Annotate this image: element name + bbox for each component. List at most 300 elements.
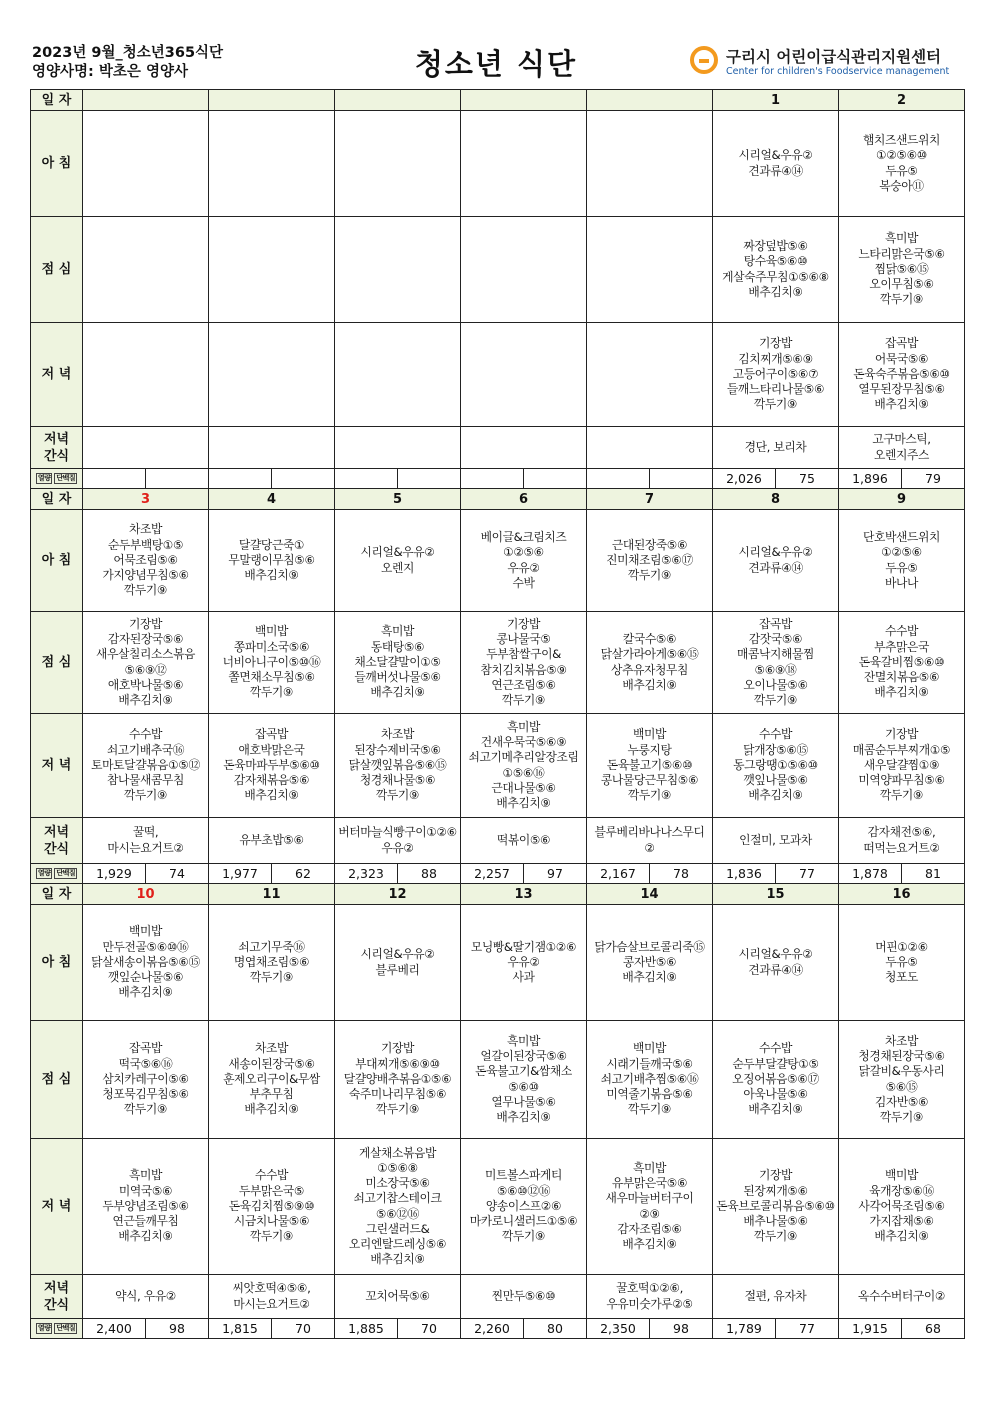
menu-item: 쇠고기배추찜⑤⑥⑯ [600,1071,699,1086]
menu-item: 육개장⑤⑥⑯ [869,1183,934,1198]
protein-value: 77 [775,864,838,883]
kcal-label: 열량 [37,1324,51,1332]
menu-item: 감자채전⑤⑥, [867,825,936,840]
lunch-cell [335,217,461,323]
menu-item: 흑미밥 [129,1168,162,1183]
menu-item: ①②⑤⑥⑩ [876,148,927,163]
protein-value: 88 [397,864,460,883]
menu-item: 수박 [512,575,535,590]
menu-item: 동태탕⑤⑥ [370,639,425,654]
nutrition-cell [713,864,839,884]
menu-item: 된장찌개⑤⑥ [743,1183,808,1198]
kcal-value [209,469,271,488]
kcal-value: 1,885 [348,1321,384,1336]
breakfast-cell [83,905,209,1021]
menu-item: 잡곡밥 [255,727,288,742]
menu-item: 우유미숫가루②⑤ [606,1296,693,1311]
protein-value: 70 [271,1319,334,1338]
menu-item: 유부초밥⑤⑥ [239,832,304,847]
menu-item: 쇠고기찹스테이크 [353,1191,442,1206]
menu-item: 시리얼&우유② [738,148,813,163]
dinner-cell [839,714,965,818]
snack-label-line: 저녁 [43,1280,70,1296]
menu-item: 가지잡채⑤⑥ [869,1214,934,1229]
menu-item: 배추김치⑨ [748,1102,803,1117]
snack-row [31,1275,965,1319]
menu-item: 기장밥 [759,1168,792,1183]
menu-item: 쫑파미소국⑤⑥ [233,639,310,654]
kcal-value: 2,257 [474,866,510,881]
nutrition-pair [713,469,838,488]
lunch-cell [461,217,587,323]
menu-item: ②⑨ [639,1206,660,1221]
menu-item: 떠먹는요거트② [863,840,940,855]
menu-item: 백미밥 [633,727,666,742]
lunch-cell [461,612,587,714]
protein-value: 97 [523,864,586,883]
menu-item: 쇠고기메추리알장조림 [468,750,579,765]
menu-item: 누룽지탕 [627,742,672,757]
nutrition-cell [587,864,713,884]
menu-item: 김자반⑤⑥ [874,1094,929,1109]
menu-item: 들깨느타리나물⑤⑥ [726,382,825,397]
breakfast-cell [587,905,713,1021]
snack-cell [461,1275,587,1319]
protein-value: 77 [775,1319,838,1338]
dietitian-name: 영양사명: 박초은 영양사 [32,64,188,80]
nutrition-cell [839,469,965,489]
date-cell: 12 [335,884,461,905]
menu-item: 청경채된장국⑤⑥ [858,1049,945,1064]
kcal-value: 2,260 [474,1321,510,1336]
protein-label: 단백질 [56,1324,76,1332]
lunch-cell [713,612,839,714]
menu-item: 채소달걀말이①⑤ [354,654,441,669]
menu-item: 깍두기⑨ [627,1102,672,1117]
lunch-cell [713,1021,839,1139]
lunch-label: 점 심 [31,217,83,323]
dinner-cell [461,1139,587,1275]
snack-cell [335,427,461,469]
nutrition-row [31,469,965,489]
menu-item: 떡볶이⑤⑥ [496,832,551,847]
menu-item: 차조밥 [381,727,414,742]
menu-item: 배추김치⑨ [622,1236,677,1251]
nutrition-cell [461,864,587,884]
logo-subtitle: Center for children's Foodservice management [726,66,950,77]
lunch-cell [83,1021,209,1139]
logo-name: 구리시 어린이급식관리지원센터 [726,48,942,66]
menu-period: 2023년 9월_청소년365식단 [32,45,224,61]
menu-item: 수수밥 [129,727,162,742]
kcal-value: 2,350 [600,1321,636,1336]
menu-item: 시래기들깨국⑤⑥ [606,1056,693,1071]
protein-value: 98 [649,1319,712,1338]
menu-item: 오이무침⑤⑥ [869,277,934,292]
menu-item: 기장밥 [129,616,162,631]
menu-item: 애호박맑은국 [238,742,305,757]
menu-item: 고등어구이⑤⑥⑦ [732,366,819,381]
menu-item: 근대나물⑤⑥ [491,780,556,795]
date-cell [461,90,587,111]
menu-item: 배추김치⑨ [118,692,173,707]
menu-item: 햄치즈샌드위치 [863,133,940,148]
menu-item: 오렌지주스 [874,447,929,462]
smile-logo-icon [690,46,718,74]
lunch-cell [209,217,335,323]
menu-item: 찐만두⑤⑥⑩ [491,1288,556,1303]
breakfast-label: 아 침 [31,111,83,217]
menu-item: 오이나물⑤⑥ [743,677,808,692]
menu-item: 돈육숙주볶음⑤⑥⑩ [853,366,950,381]
menu-item: 게살숙주무침①⑤⑥⑧ [722,269,829,284]
menu-item: 깍두기⑨ [249,1229,294,1244]
menu-item: 기장밥 [381,1041,414,1056]
menu-item: 잔멸치볶음⑤⑥ [863,670,940,685]
date-cell: 2 [839,90,965,111]
menu-item: 기장밥 [885,727,918,742]
dinner-cell [461,323,587,427]
nutrition-cell [713,469,839,489]
menu-item: 베이글&크림치즈 [480,530,567,545]
menu-item: ⑤⑥⑮ [885,1079,918,1094]
snack-label-line: 간식 [43,1297,70,1313]
breakfast-cell [839,111,965,217]
menu-item: 깍두기⑨ [501,692,546,707]
nutrition-pair [335,864,460,883]
breakfast-cell [335,111,461,217]
menu-item: 닭가슴살브로콜리죽⑮ [594,939,705,954]
menu-item: 블루베리바나나스무디 [594,825,705,840]
menu-item: 부추맑은국 [874,639,929,654]
menu-item: 새우살칠리소스볶음 [96,647,195,662]
menu-item: 새송이된장국⑤⑥ [228,1056,315,1071]
snack-cell [713,1275,839,1319]
menu-item: 단호박샌드위치 [863,530,940,545]
nutrition-pair [335,1319,460,1338]
menu-item: 경단, 보리차 [744,439,807,454]
menu-item: 진미채조림⑤⑥⑰ [606,552,693,567]
menu-item: 백미밥 [129,924,162,939]
menu-item: 탕수육⑤⑥⑩ [743,254,808,269]
kcal-value: 1,977 [222,866,258,881]
dinner-cell [587,323,713,427]
nutrition-pair [587,1319,712,1338]
menu-item: 두부양념조림⑤⑥ [102,1198,189,1213]
menu-item: 쫄면채소무침⑤⑥ [228,670,315,685]
nutrition-cell [335,1319,461,1339]
date-row [31,90,965,111]
nutrition-cell [587,469,713,489]
lunch-cell [83,612,209,714]
kcal-value [335,469,397,488]
nutrition-pair [209,1319,334,1338]
protein-value: 74 [145,864,208,883]
kcal-value [461,469,523,488]
kcal-value [587,469,649,488]
kcal-value: 2,400 [96,1321,132,1336]
menu-item: 감잣국⑤⑥ [748,632,803,647]
menu-item: ⑤⑥⑨⑫ [124,662,167,677]
dinner-cell [209,1139,335,1275]
nutrition-cell [335,864,461,884]
menu-item: 연근조림⑤⑥ [491,677,556,692]
menu-item: 숙주미나리무침⑤⑥ [348,1087,447,1102]
breakfast-cell [587,111,713,217]
menu-item: 배추김치⑨ [874,685,929,700]
breakfast-label: 아 침 [31,905,83,1021]
menu-item: 마시는요거트② [233,1296,310,1311]
menu-item: 깍두기⑨ [501,1229,546,1244]
menu-item: 시리얼&우유② [738,947,813,962]
nutrition-cell [209,1319,335,1339]
dinner-cell [335,1139,461,1275]
menu-item: 백미밥 [885,1168,918,1183]
nutrition-cell [839,1319,965,1339]
menu-item: 미트볼스파게티 [485,1168,562,1183]
nutrition-cell [461,469,587,489]
menu-item: ⑤⑥⑩ [508,1079,539,1094]
menu-item: 부추무침 [249,1087,294,1102]
menu-item: 훈제오리구이&무쌈 [223,1071,320,1086]
nutrition-cell [209,469,335,489]
menu-item: 근대된장죽⑤⑥ [611,537,688,552]
dinner-cell [83,323,209,427]
protein-value: 70 [397,1319,460,1338]
date-cell [209,90,335,111]
date-cell: 5 [335,489,461,510]
breakfast-row [31,510,965,612]
protein-value [523,469,586,488]
lunch-cell [587,1021,713,1139]
lunch-cell [839,612,965,714]
menu-item: 칼국수⑤⑥ [622,632,677,647]
snack-cell [839,818,965,864]
snack-label-line: 저녁 [43,431,70,447]
page-title: 청소년 식단 [414,47,578,81]
menu-item: 닭갈비&우동사리 [858,1064,945,1079]
snack-cell [587,1275,713,1319]
nutrition-cell [209,864,335,884]
menu-item: 감자된장국⑤⑥ [107,632,184,647]
menu-item: 잡곡밥 [885,336,918,351]
nutrition-pair [713,864,838,883]
menu-item: 얼갈이된장국⑤⑥ [480,1049,567,1064]
breakfast-cell [83,111,209,217]
menu-item: 두부참쌀구이& [486,647,561,662]
nutrition-pair [461,864,586,883]
date-label: 일 자 [31,489,83,510]
menu-item: 배추김치⑨ [748,284,803,299]
nutrition-pair [587,469,712,488]
menu-item: 흑미밥 [885,231,918,246]
nutrition-pair [209,864,334,883]
menu-item: 미역국⑤⑥ [118,1183,173,1198]
menu-item: 돈육불고기&쌈채소 [475,1064,572,1079]
menu-item: 열무된장무침⑤⑥ [858,382,945,397]
breakfast-cell [209,510,335,612]
menu-item: 두유⑤ [885,954,918,969]
snack-cell [209,818,335,864]
menu-item: 수수밥 [255,1168,288,1183]
date-label: 일 자 [31,884,83,905]
menu-item: 돈육브로콜리볶음⑤⑥⑩ [716,1198,835,1213]
menu-item: ⑤⑥⑩⑫⑯ [496,1183,551,1198]
menu-item: 오리엔탈드레싱⑤⑥ [348,1236,447,1251]
nutrition-pair [83,469,208,488]
menu-item: 닭살깻잎볶음⑤⑥⑮ [348,757,447,772]
date-cell: 1 [713,90,839,111]
kcal-value: 1,789 [726,1321,762,1336]
lunch-cell [83,217,209,323]
menu-item: 콩나물국⑤ [496,632,551,647]
menu-item: 오렌지 [381,560,414,575]
lunch-cell [839,1021,965,1139]
protein-value [145,469,208,488]
snack-label [31,818,83,864]
dinner-cell [839,1139,965,1275]
breakfast-cell [83,510,209,612]
date-cell: 3 [83,489,209,510]
nutrition-pair [335,469,460,488]
menu-item: 유부맑은국⑤⑥ [611,1176,688,1191]
menu-item: 약식, 우유② [115,1288,176,1303]
menu-item: 두부맑은국⑤ [238,1183,305,1198]
menu-item: 배추김치⑨ [118,985,173,1000]
menu-item: 청포도 [885,970,918,985]
nutrition-pair [83,864,208,883]
menu-item: 모닝빵&딸기잼①②⑥ [470,939,577,954]
menu-item: 배추김치⑨ [622,970,677,985]
menu-item: 감자채볶음⑤⑥ [233,773,310,788]
dinner-cell [587,1139,713,1275]
dinner-cell [209,714,335,818]
menu-item: 양송이스프②⑥ [485,1198,562,1213]
menu-item: 마시는요거트② [107,840,184,855]
menu-item: 매콤낙지해물찜 [737,647,814,662]
snack-cell [839,427,965,469]
date-row [31,489,965,510]
menu-item: 아욱나물⑤⑥ [743,1087,808,1102]
menu-item: 수수밥 [759,727,792,742]
breakfast-cell [839,510,965,612]
dinner-cell [335,714,461,818]
menu-item: 흑미밥 [507,719,540,734]
menu-item: 수수밥 [885,624,918,639]
menu-item: 깍두기⑨ [753,1229,798,1244]
menu-item: 깍두기⑨ [375,1102,420,1117]
menu-item: 배추김치⑨ [748,788,803,803]
dinner-cell [335,323,461,427]
menu-item: ①⑤⑥⑯ [502,765,545,780]
menu-item: 깍두기⑨ [753,692,798,707]
snack-cell [713,427,839,469]
kcal-value: 2,026 [726,471,762,486]
lunch-cell [713,217,839,323]
snack-cell [839,1275,965,1319]
menu-item: 어묵조림⑤⑥ [113,552,178,567]
menu-item: 닭살가라아게⑤⑥⑮ [600,647,699,662]
breakfast-cell [713,510,839,612]
lunch-row [31,1021,965,1139]
dinner-label: 저 녁 [31,714,83,818]
breakfast-cell [209,905,335,1021]
date-cell: 14 [587,884,713,905]
lunch-cell [335,1021,461,1139]
date-cell: 13 [461,884,587,905]
menu-item: 백미밥 [633,1041,666,1056]
dinner-label: 저 녁 [31,1139,83,1275]
kcal-value: 1,836 [726,866,762,881]
menu-item: 삼치카레구이⑤⑥ [102,1071,189,1086]
nutrition-pair [587,864,712,883]
kcal-value: 2,167 [600,866,636,881]
menu-item: 배추김치⑨ [370,685,425,700]
menu-item: 우유② [507,954,540,969]
menu-item: 깍두기⑨ [753,397,798,412]
menu-item: 짜장덮밥⑤⑥ [743,239,808,254]
menu-item: 배추김치⑨ [244,568,299,583]
breakfast-cell [587,510,713,612]
breakfast-cell [461,510,587,612]
menu-item: 차조밥 [255,1041,288,1056]
date-cell: 7 [587,489,713,510]
menu-item: 김치찌개⑤⑥⑨ [738,351,813,366]
breakfast-cell [335,905,461,1021]
nutrition-cell [335,469,461,489]
menu-item: 흑미밥 [381,624,414,639]
kcal-value: 1,915 [852,1321,888,1336]
menu-item: 찜닭⑤⑥⑮ [874,261,929,276]
nutrition-cell [713,1319,839,1339]
breakfast-cell [713,905,839,1021]
menu-item: 들깨버섯나물⑤⑥ [354,670,441,685]
menu-item: 잡곡밥 [129,1041,162,1056]
protein-value: 75 [775,469,838,488]
breakfast-cell [839,905,965,1021]
snack-cell [83,1275,209,1319]
menu-item: 배추김치⑨ [874,397,929,412]
menu-item: 참치김치볶음⑤⑨ [480,662,567,677]
menu-item: 흑미밥 [633,1160,666,1175]
menu-item: 된장수제비국⑤⑥ [354,742,441,757]
menu-item: ⑤⑥⑨⑱ [754,662,797,677]
kcal-value: 1,929 [96,866,132,881]
menu-item: 느타리맑은국⑤⑥ [858,246,945,261]
menu-item: ①⑤⑥⑧ [377,1160,418,1175]
menu-item: 옥수수버터구이② [857,1288,946,1303]
protein-value: 78 [649,864,712,883]
menu-item: 순두부달걀탕①⑤ [732,1056,819,1071]
lunch-cell [209,1021,335,1139]
snack-cell [83,818,209,864]
menu-item: 쇠고기배추국⑯ [106,742,185,757]
kcal-label: 열량 [37,869,51,877]
menu-item: 차조밥 [885,1033,918,1048]
menu-item: 깍두기⑨ [249,970,294,985]
nutrition-row [31,864,965,884]
nutrition-cell [461,1319,587,1339]
menu-item: ⑤⑥⑫⑯ [375,1206,420,1221]
menu-item: 달걀당근죽① [238,537,305,552]
menu-item: 연근들깨무침 [112,1214,179,1229]
menu-item: 돈육마파두부⑤⑥⑩ [223,757,320,772]
menu-item: 수수밥 [759,1041,792,1056]
menu-item: 깍두기⑨ [249,685,294,700]
dinner-cell [713,714,839,818]
menu-item: 깻잎나물⑤⑥ [743,773,808,788]
menu-item: 열무나물⑤⑥ [491,1094,556,1109]
